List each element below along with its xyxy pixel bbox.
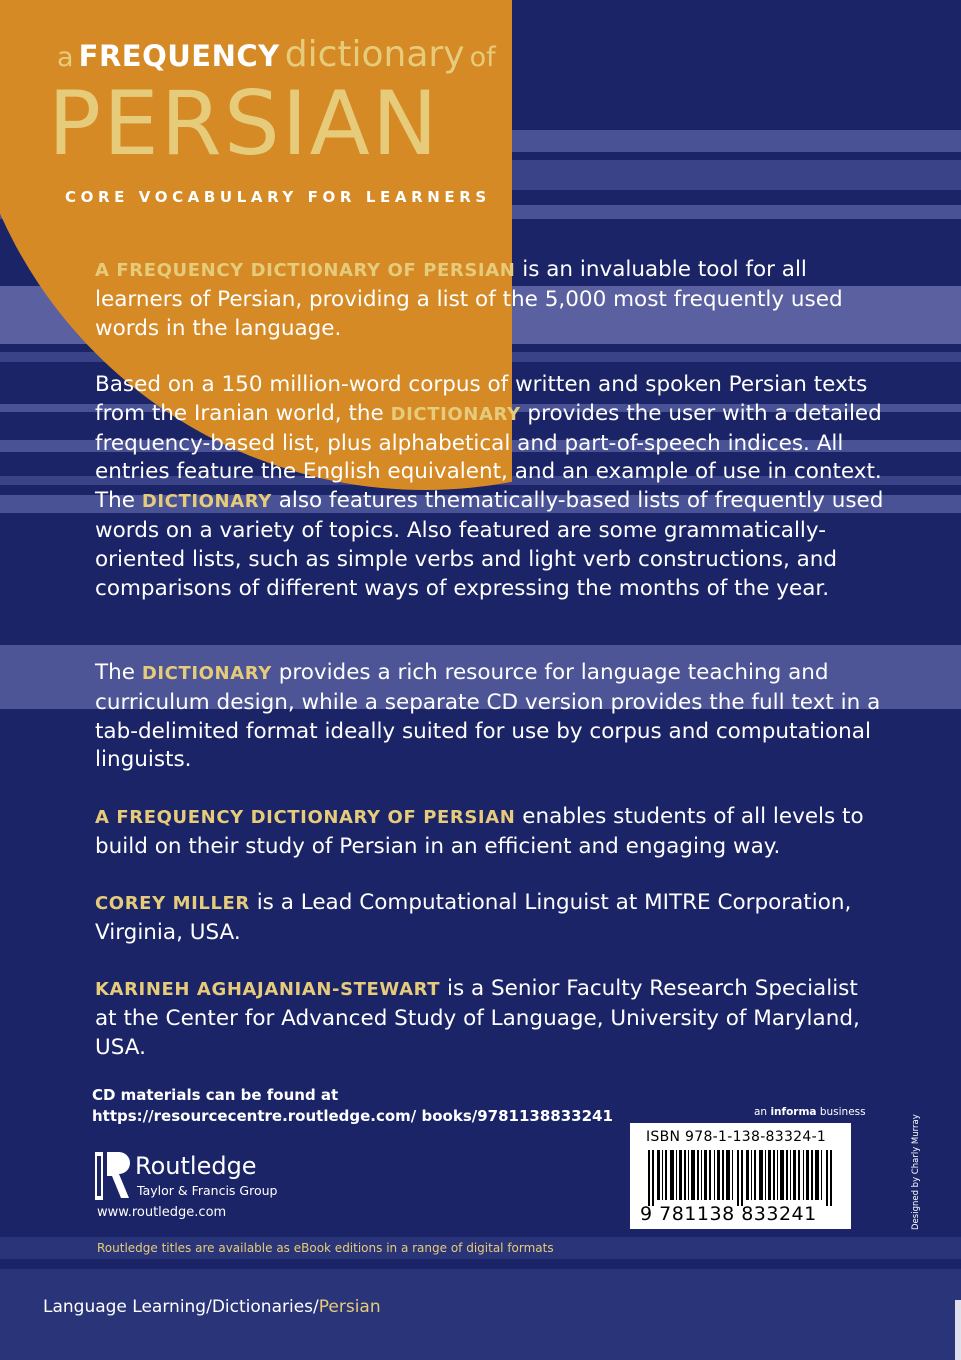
routledge-r-icon [95, 1152, 131, 1200]
blurb-2-text-c: also features thematically-based lists of frequently used words on a variety of topics. Also featured are some grammatically-oriented lists, such as simple verbs and light verb constructions, and comparisons of different ways of expressing the months of the year. [95, 488, 884, 601]
barcode-bars [648, 1150, 834, 1206]
blurb-3-text-b: provides a rich resource for language teaching and curriculum design, while a separate CD version provides the full text in a tab-delimited format ideally suited for use by corpus and computational linguists. [95, 660, 881, 773]
title-dictionary: dictionary [284, 34, 465, 75]
publisher-name: Routledge [135, 1152, 257, 1180]
category-path [43, 1297, 381, 1317]
title-of: of [469, 42, 496, 73]
author-1-bio [95, 889, 885, 948]
informa-business [754, 1106, 866, 1118]
author-2-name: KARINEH AGHAJANIAN-STEWART [95, 979, 441, 1000]
informa-prefix: an [754, 1106, 768, 1118]
cd-materials-note: CD materials can be found at https://resourcecentre.routledge.com/ books/9781138833241 [92, 1086, 613, 1125]
blurb-2-text-a: Based on a 150 million-word corpus of written and spoken Persian texts from the Iranian world, the [95, 372, 868, 426]
title-frequency: FREQUENCY [78, 39, 280, 73]
blurb-paragraph-1 [95, 256, 885, 343]
blurb-1-text: is an invaluable tool for all learners of Persian, providing a list of the 5,000 most frequently used words in the language. [95, 257, 843, 341]
author-1-name: COREY MILLER [95, 893, 250, 914]
category-dictionaries: Dictionaries/ [211, 1297, 319, 1317]
publisher-group: Taylor & Francis Group [137, 1183, 278, 1198]
category-language-learning: Language Learning/ [43, 1297, 212, 1317]
spine-mark [955, 1300, 961, 1360]
barcode [630, 1123, 851, 1229]
subtitle: CORE VOCABULARY FOR LEARNERS [65, 188, 491, 206]
blurb-paragraph-3 [95, 659, 885, 775]
title-persian: PERSIAN [48, 72, 440, 175]
blurb-2-highlight-1: DICTIONARY [390, 403, 521, 425]
author-2-text: is a Senior Faculty Research Specialist at the Center for Advanced Study of Language, University of Maryland, USA. [95, 976, 860, 1060]
blurb-4-text: enables students of all levels to build on their study of Persian in an efficient and engaging way. [95, 804, 864, 859]
informa-name: informa [770, 1106, 817, 1118]
publisher-url[interactable]: www.routledge.com [97, 1205, 227, 1220]
title-line [57, 34, 496, 75]
title-a: a [57, 42, 74, 73]
isbn-label: ISBN 978-1-138-83324-1 [646, 1129, 827, 1145]
ebook-note: Routledge titles are available as eBook editions in a range of digital formats [97, 1241, 554, 1255]
blurb-paragraph-2 [95, 371, 885, 603]
designer-credit: Designed by Charly Murray [911, 1114, 921, 1230]
author-2-bio [95, 975, 885, 1062]
blurb-4-highlight: A FREQUENCY DICTIONARY OF PERSIAN [95, 807, 516, 828]
category-persian: Persian [318, 1297, 381, 1317]
informa-suffix: business [819, 1106, 866, 1118]
blurb-2-text-b: provides the user with a detailed frequency-based list, plus alphabetical and part-of-speech indices. All entries feature the English equivalent, and an example of use in context. The [95, 400, 882, 514]
author-1-text: is a Lead Computational Linguist at MITRE Corporation, Virginia, USA. [95, 890, 852, 945]
blurb-2-highlight-2: DICTIONARY [141, 491, 272, 513]
isbn-digits: 9 781138 833241 [640, 1203, 817, 1225]
blurb-paragraph-4 [95, 803, 885, 862]
blurb-1-highlight: A FREQUENCY DICTIONARY OF PERSIAN [95, 260, 516, 281]
blurb-3-text-a: The [95, 660, 142, 685]
blurb-3-highlight: DICTIONARY [141, 663, 272, 684]
